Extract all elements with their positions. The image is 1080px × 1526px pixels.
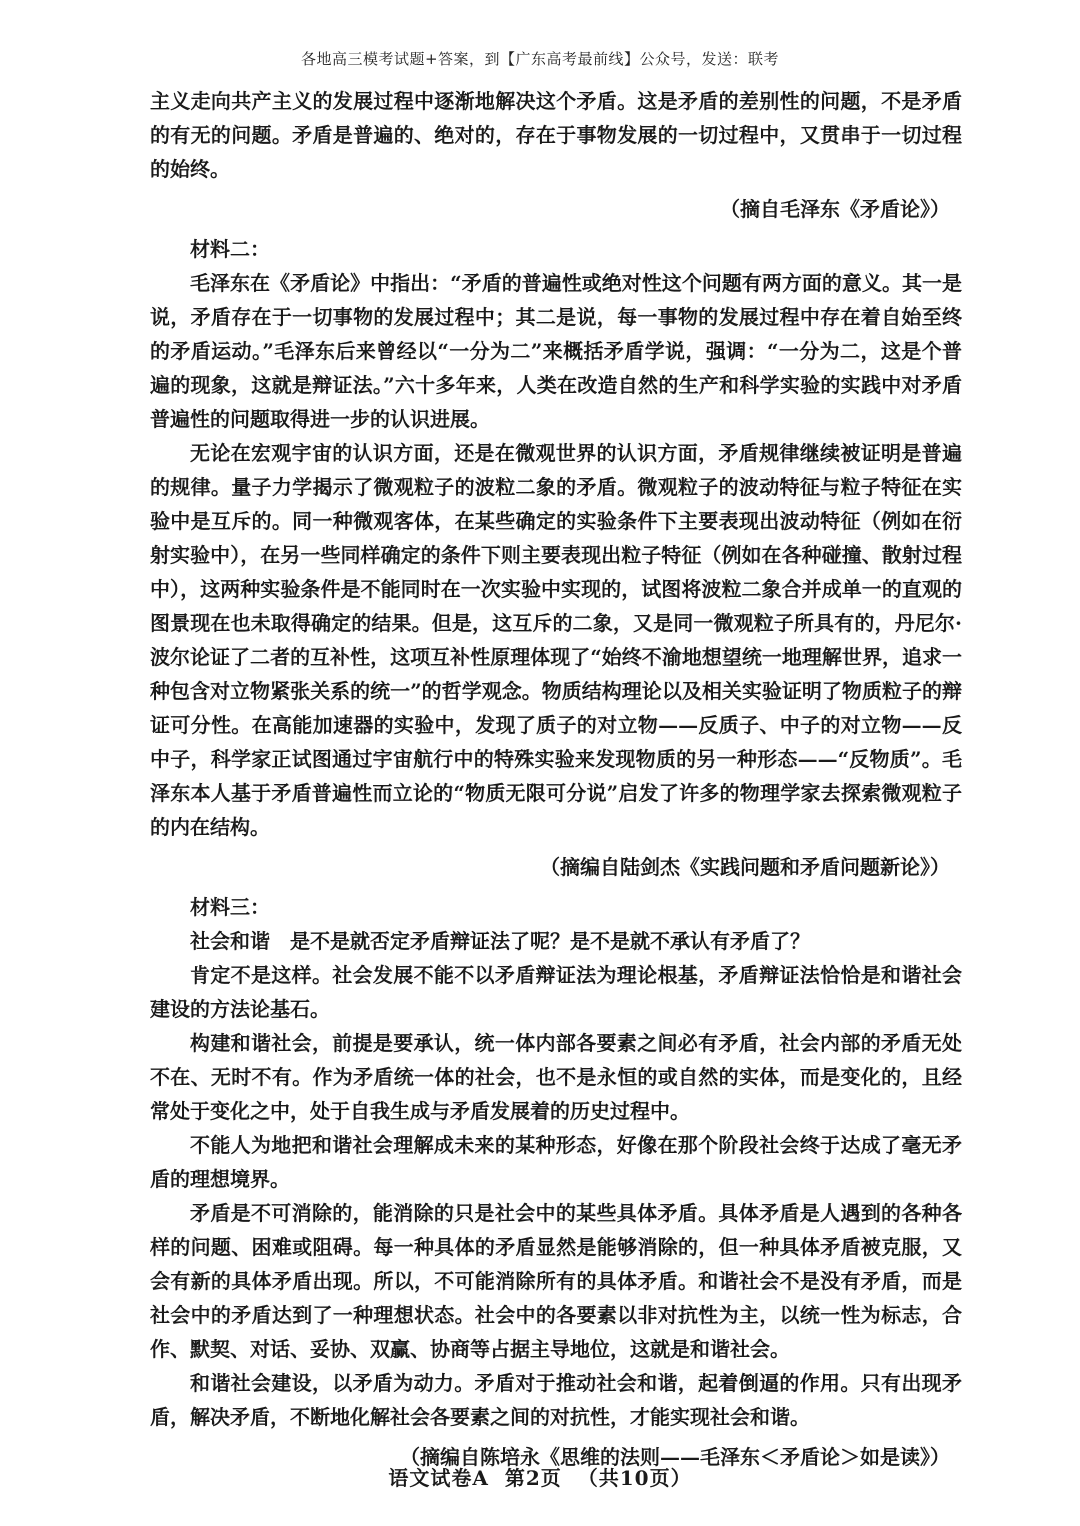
- material-three-heading: 材料三：: [190, 895, 270, 919]
- footer-paper-name: 语文试卷A: [388, 1466, 489, 1490]
- material-two-paragraph: 无论在宏观宇宙的认识方面，还是在微观世界的认识方面，矛盾规律继续被证明是普遍的规律。量子力学揭示了微观粒子的波粒二象的矛盾。微观粒子的波动特征与粒子特征在实验中是互斥的。同一种微观客体，在某些确定的实验条件下主要表现出波动特征（例如在衍射实验中），在另一些同样确定的条件下则主要表现出粒子特征（例如在各种碰撞、散射过程中），这两种实验条件是不能同时在一次实验中实现的，试图将波粒二象合并成单一的直观的图景现在也未取得确定的结果。但是，这互斥的二象，又是同一微观粒子所具有的，丹尼尔·波尔论证了二者的互补性，这项互补性原理体现了“始终不渝地想望统一地理解世界，追求一种包含对立物紧张关系的统一”的哲学观念。物质结构理论以及相关实验证明了物质粒子的辩证可分性。在高能加速器的实验中，发现了质子的对立物——反质子、中子的对立物——反中子，科学家正试图通过宇宙航行中的特殊实验来发现物质的另一种形态——“反物质”。毛泽东本人基于矛盾普遍性而立论的“物质无限可分说”启发了许多的物理学家去探索微观粒子的内在结构。: [150, 441, 962, 839]
- material-two-source: （摘编自陆剑杰《实践问题和矛盾问题新论》）: [540, 855, 950, 879]
- material-one-tail: 主义走向共产主义的发展过程中逐渐地解决这个矛盾。这是矛盾的差别性的问题，不是矛盾的有无的问题。矛盾是普遍的、绝对的，存在于事物发展的一切过程中，又贯串于一切过程的始终。: [150, 89, 962, 181]
- header-banner: 各地高三模考试题+答案，到【广东高考最前线】公众号，发送：联考: [300, 50, 780, 68]
- footer-total-pages: （共10页）: [577, 1466, 692, 1490]
- material-one-source: （摘自毛泽东《矛盾论》）: [720, 197, 950, 221]
- footer-page-number: 第2页: [504, 1466, 562, 1490]
- material-three-paragraph: 矛盾是不可消除的，能消除的只是社会中的某些具体矛盾。具体矛盾是人遇到的各种各样的问题、困难或阻碍。每一种具体的矛盾显然是能够消除的，但一种具体矛盾被克服，又会有新的具体矛盾出现。所以，不可能消除所有的具体矛盾。和谐社会不是没有矛盾，而是社会中的矛盾达到了一种理想状态。社会中的各要素以非对抗性为主，以统一性为标志，合作、默契、对话、妥协、双赢、协商等占据主导地位，这就是和谐社会。: [150, 1201, 962, 1361]
- material-two-paragraph: 毛泽东在《矛盾论》中指出：“矛盾的普遍性或绝对性这个问题有两方面的意义。其一是说，矛盾存在于一切事物的发展过程中；其二是说，每一事物的发展过程中存在着自始至终的矛盾运动。”毛泽东后来曾经以“一分为二”来概括矛盾学说，强调：“一分为二，这是个普遍的现象，这就是辩证法。”六十多年来，人类在改造自然的生产和科学实验的实践中对矛盾普遍性的问题取得进一步的认识进展。: [150, 271, 962, 431]
- material-three-paragraph: 社会和谐 是不是就否定矛盾辩证法了呢？是不是就不承认有矛盾了？: [190, 929, 810, 953]
- material-three-paragraph: 构建和谐社会，前提是要承认，统一体内部各要素之间必有矛盾，社会内部的矛盾无处不在、无时不有。作为矛盾统一体的社会，也不是永恒的或自然的实体，而是变化的，且经常处于变化之中，处于自我生成与矛盾发展着的历史过程中。: [150, 1031, 962, 1123]
- reading-material: [150, 84, 962, 1480]
- material-three-paragraph: 不能人为地把和谐社会理解成未来的某种形态，好像在那个阶段社会终于达成了毫无矛盾的理想境界。: [150, 1133, 962, 1191]
- material-three-source: （摘编自陈培永《思维的法则——毛泽东＜矛盾论＞如是读》）: [400, 1445, 950, 1469]
- material-three-paragraph: 和谐社会建设，以矛盾为动力。矛盾对于推动社会和谐，起着倒逼的作用。只有出现矛盾，解决矛盾，不断地化解社会各要素之间的对抗性，才能实现社会和谐。: [150, 1371, 962, 1429]
- page-footer: [0, 1462, 1080, 1491]
- material-three-paragraph: 肯定不是这样。社会发展不能不以矛盾辩证法为理论根基，矛盾辩证法恰恰是和谐社会建设的方法论基石。: [150, 963, 962, 1021]
- material-two-heading: 材料二：: [190, 237, 270, 261]
